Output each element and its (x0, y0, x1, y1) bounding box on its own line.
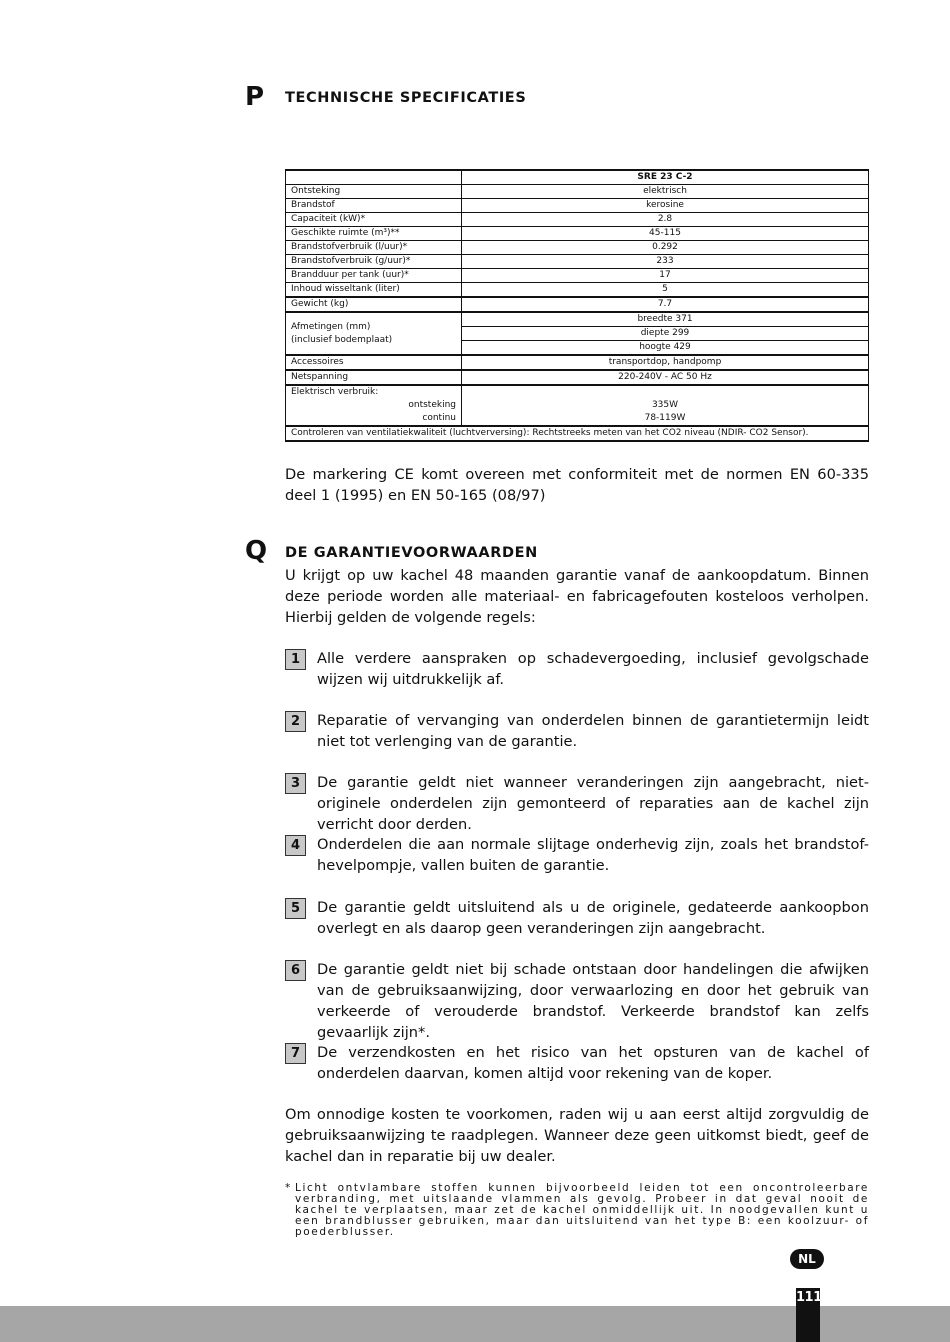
spec-value-height: hoogte 429 (462, 341, 869, 356)
table-row-ventilation (286, 426, 869, 441)
spec-label-continuous: continu (286, 412, 462, 426)
warranty-item-number: 2 (285, 711, 306, 732)
table-row (286, 355, 869, 370)
spec-value: 5 (462, 283, 869, 298)
spec-label: Brandstofverbruik (g/uur)* (286, 255, 462, 269)
spec-label: Gewicht (kg) (286, 297, 462, 312)
warranty-item-text: Onderdelen die aan normale slijtage onderhevig zijn, zoals het brandstof-hevelpompje, vallen buiten de garantie. (317, 836, 869, 874)
spec-label: Accessoires (286, 355, 462, 370)
spec-ventilation-note: Controleren van ventilatiekwaliteit (luchtverversing): Rechtstreeks meten van het CO2 niveau (NDIR- CO2 Sensor). (286, 426, 869, 441)
spec-value: 0.292 (462, 241, 869, 255)
spec-label: Ontsteking (286, 185, 462, 199)
footnote (285, 1183, 869, 1238)
language-badge: NL (790, 1249, 824, 1269)
table-row (286, 213, 869, 227)
warranty-item-text: De verzendkosten en het risico van het opsturen van de kachel of onderdelen daarvan, komen altijd voor rekening van de koper. (317, 1044, 869, 1082)
spec-label: Brandstof (286, 199, 462, 213)
spec-value-depth: diepte 299 (462, 327, 869, 341)
spec-value: 7.7 (462, 297, 869, 312)
warranty-item-number: 3 (285, 773, 306, 794)
warranty-closing: Om onnodige kosten te voorkomen, raden wij u aan eerst altijd zorgvuldig de gebruiksaanwijzing te raadplegen. Wanneer deze geen uitkomst biedt, geef de kachel dan in reparatie bij uw dealer. (285, 1106, 869, 1165)
dimensions-label-line2: (inclusief bodemplaat) (291, 334, 393, 345)
table-row (286, 370, 869, 385)
spec-header-empty (286, 170, 462, 185)
spec-value: 17 (462, 269, 869, 283)
page-number: 111 (796, 1288, 820, 1342)
table-row (286, 227, 869, 241)
section-letter-q: Q (245, 536, 268, 566)
spec-value: 220-240V - AC 50 Hz (462, 370, 869, 385)
spec-table (285, 169, 869, 442)
table-row (286, 269, 869, 283)
spec-value: 233 (462, 255, 869, 269)
warranty-item-number: 6 (285, 960, 306, 981)
warranty-item-text: Alle verdere aanspraken op schadevergoeding, inclusief gevolgschade wijzen wij uitdrukkelijk af. (317, 650, 869, 688)
warranty-item-text: De garantie geldt niet bij schade ontstaan door handelingen die afwijken van de gebruiksaanwijzing, door verwaarlozing en door het gebruik van verkeerde of verouderde brandstof. Verkeerde brandstof kan zelfs gevaarlijk zijn*. (317, 961, 869, 1041)
table-row-dimensions (286, 312, 869, 327)
spec-label: Inhoud wisseltank (liter) (286, 283, 462, 298)
spec-label-ignition: ontsteking (286, 399, 462, 412)
table-row-power-continuous (286, 412, 869, 426)
footnote-text: Licht ontvlambare stoffen kunnen bijvoorbeeld leiden tot een oncontroleerbare verbranding, met uitslaande vlammen als gevolg. Probeer in dat geval nooit de kachel te verplaatsen, maar zet de kachel onmiddellijk uit. In noodgevallen kunt u een brandblusser gebruiken, maar dan uitsluitend van het type B: een koolzuur- of poederblusser. (295, 1182, 869, 1238)
table-row (286, 297, 869, 312)
spec-label: Brandstofverbruik (l/uur)* (286, 241, 462, 255)
footnote-marker: * (285, 1182, 292, 1194)
spec-label: Netspanning (286, 370, 462, 385)
spec-value-ignition: 335W (462, 399, 869, 412)
spec-label-power: Elektrisch verbruik: (286, 385, 462, 399)
section-title-technical-specs: TECHNISCHE SPECIFICATIES (285, 90, 527, 106)
warranty-item-number: 7 (285, 1043, 306, 1064)
warranty-item-number: 4 (285, 835, 306, 856)
table-row (286, 283, 869, 298)
table-row (286, 241, 869, 255)
spec-label: Geschikte ruimte (m³)** (286, 227, 462, 241)
warranty-item-text: De garantie geldt niet wanneer veranderingen zijn aangebracht, niet-originele onderdelen zijn gemonteerd of reparaties aan de kachel zijn verricht door derden. (317, 774, 869, 833)
spec-value: 2.8 (462, 213, 869, 227)
warranty-intro: U krijgt op uw kachel 48 maanden garantie vanaf de aankoopdatum. Binnen deze periode worden alle materiaal- en fabricagefouten kosteloos verholpen. Hierbij gelden de volgende regels: (285, 567, 869, 626)
table-row-power-ignition (286, 399, 869, 412)
spec-value: elektrisch (462, 185, 869, 199)
warranty-item-number: 1 (285, 649, 306, 670)
table-row-power-header (286, 385, 869, 399)
spec-value-width: breedte 371 (462, 312, 869, 327)
ce-marking-text: De markering CE komt overeen met conformiteit met de normen EN 60-335 deel 1 (1995) en EN 50-165 (08/97) (285, 466, 869, 504)
spec-label: Brandduur per tank (uur)* (286, 269, 462, 283)
table-row (286, 255, 869, 269)
spec-value: kerosine (462, 199, 869, 213)
section-letter-p: P (245, 82, 265, 112)
dimensions-label-line1: Afmetingen (mm) (291, 321, 371, 332)
warranty-item-text: De garantie geldt uitsluitend als u de originele, gedateerde aankoopbon overlegt en als daarop geen veranderingen zijn aangebracht. (317, 899, 869, 937)
spec-table-header (286, 170, 869, 185)
spec-value: transportdop, handpomp (462, 355, 869, 370)
section-title-warranty: DE GARANTIEVOORWAARDEN (285, 545, 538, 561)
table-row (286, 199, 869, 213)
spec-model: SRE 23 C-2 (462, 170, 869, 185)
spec-value-continuous: 78-119W (462, 412, 869, 426)
spec-label: Capaciteit (kW)* (286, 213, 462, 227)
spec-value-power-empty (462, 385, 869, 399)
spec-label-dimensions (286, 312, 462, 355)
table-row (286, 185, 869, 199)
warranty-item-text: Reparatie of vervanging van onderdelen binnen de garantietermijn leidt niet tot verlenging van de garantie. (317, 712, 869, 750)
spec-value: 45-115 (462, 227, 869, 241)
warranty-item-number: 5 (285, 898, 306, 919)
